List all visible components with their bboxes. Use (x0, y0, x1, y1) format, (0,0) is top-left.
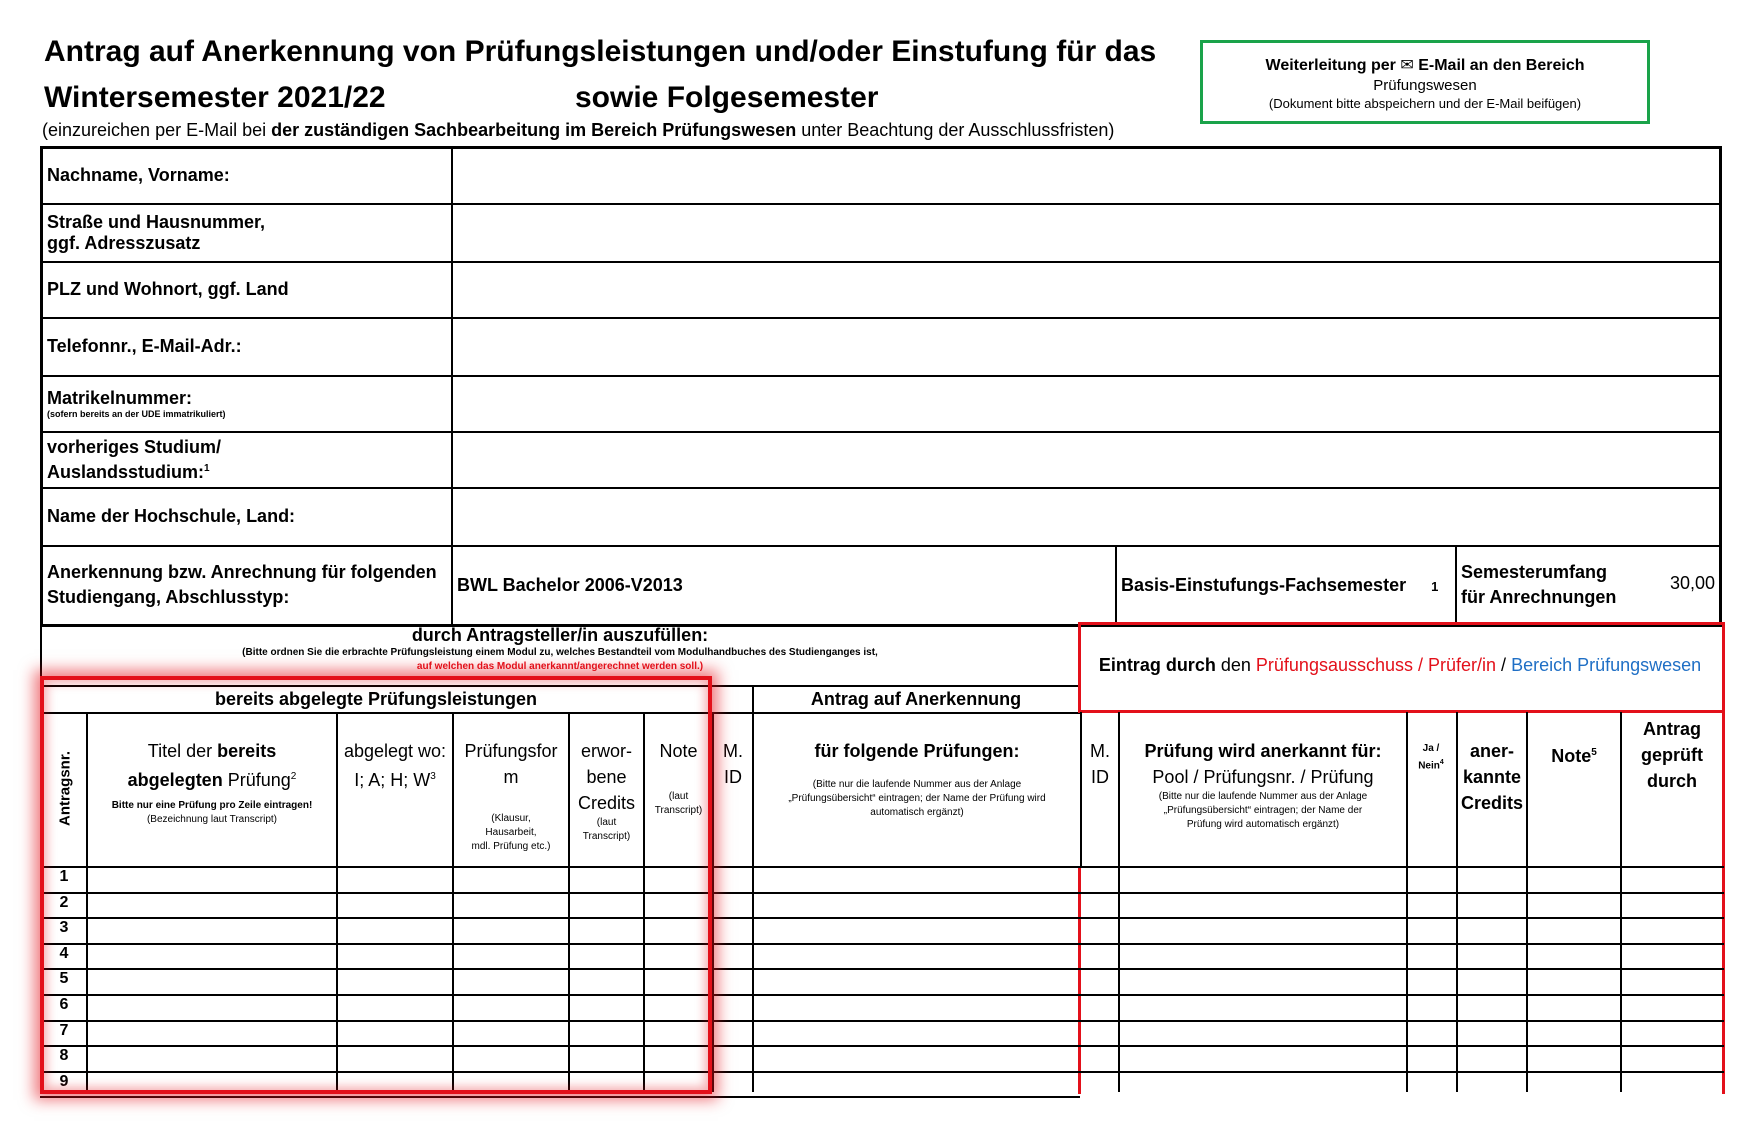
university-input[interactable] (452, 488, 1721, 546)
row-number: 7 (59, 1021, 69, 1039)
program-value[interactable]: BWL Bachelor 2006-V2013 (452, 546, 1116, 626)
contact-label: Telefonnr., E-Mail-Adr.: (42, 318, 453, 376)
table-row[interactable] (40, 943, 1724, 945)
mid-b-h1: M. (1090, 741, 1110, 761)
row-number: 3 (59, 919, 69, 937)
page-title-line-2b (575, 76, 878, 120)
table-row[interactable] (40, 1096, 1080, 1098)
yesno-sup: 4 (1439, 759, 1444, 766)
form-note-2: Hausarbeit, (485, 827, 537, 838)
form-h2: m (503, 767, 519, 787)
mid-h2: ID (724, 767, 742, 787)
form-note-1: (Klausur, (491, 813, 531, 824)
recognition-label-1: Anerkennung bzw. Anrechnung für folgenden (47, 562, 437, 583)
committee-top-border (1078, 622, 1724, 625)
table-row[interactable] (40, 994, 1724, 996)
title-line-1: Antrag auf Anerkennung von Prüfungsleistungen und/oder Einstufung für das (44, 35, 1157, 68)
checked-h1: Antrag (1643, 719, 1701, 739)
street-input[interactable] (452, 204, 1721, 262)
grade-h: Note (1551, 746, 1592, 766)
table-row[interactable] (40, 1020, 1724, 1022)
semester-scope-cell[interactable] (1456, 546, 1721, 626)
note-note-1: (laut (668, 791, 689, 802)
title-h1: Titel der (147, 741, 213, 761)
table-row[interactable] (40, 1045, 1724, 1047)
completed-exams-title: bereits abgelegte Prüfungsleistungen (214, 689, 538, 709)
committee-section-header (1082, 655, 1718, 676)
table-row[interactable] (40, 968, 1724, 970)
col-line-12 (1526, 712, 1528, 1092)
street-label (42, 204, 453, 262)
credits-h2: bene (586, 767, 627, 787)
row-number: 2 (59, 893, 69, 911)
following-note-1: (Bitte nur die laufende Nummer aus der Anlage (812, 779, 1022, 790)
acc-credits-h2: kannte (1462, 767, 1522, 787)
row-number: 8 (59, 1047, 69, 1065)
recognition-request-title: Antrag auf Anerkennung (810, 689, 1022, 709)
col-yesno (1406, 742, 1456, 773)
col-antragsnr (46, 740, 82, 850)
mid-b-h2: ID (1091, 767, 1109, 787)
city-label: PLZ und Wohnort, ggf. Land (42, 262, 453, 318)
table-row[interactable] (40, 1071, 1724, 1073)
row-number: 5 (59, 970, 69, 988)
prev-study-sup: 1 (204, 462, 210, 474)
name-input[interactable] (452, 148, 1721, 204)
university-label: Name der Hochschule, Land: (42, 488, 453, 546)
col-note (645, 738, 712, 818)
subtitle-post: unter Beachtung der Ausschlussfristen) (796, 120, 1115, 140)
grade-header-label (1528, 740, 1620, 769)
personal-info-table (40, 146, 1722, 627)
committee-the: den (1220, 655, 1251, 675)
base-semester-value: 1 (1431, 578, 1439, 594)
semester-scope-label-1: Semesterumfang (1461, 562, 1608, 583)
row-number: 6 (59, 996, 69, 1013)
committee-sep: / (1501, 655, 1507, 675)
yesno-h1: Ja / (1422, 743, 1440, 754)
col-taken (338, 738, 452, 793)
title-h2: abgelegten (127, 770, 223, 790)
recognized-h1: Prüfung wird anerkannt für: (1144, 741, 1382, 761)
email-forward-box[interactable] (1200, 40, 1650, 124)
name-label: Nachname, Vorname: (42, 148, 453, 204)
col-form (454, 738, 568, 854)
street-label-2: ggf. Adresszusatz (47, 232, 201, 253)
credits-h1: erwor- (580, 741, 632, 761)
col-checked (1622, 716, 1722, 794)
committee-right-border (1722, 622, 1725, 1094)
acc-credits-h1: aner- (1469, 741, 1514, 761)
mid-h1: M. (723, 741, 743, 761)
table-row[interactable] (40, 892, 1724, 894)
subtitle-bold: der zuständigen Sachbearbeitung im Bereich Prüfungswesen (271, 120, 797, 140)
committee-left-border-top (1078, 622, 1081, 712)
prev-study-2: Auslandsstudium: (47, 461, 205, 482)
semester-label: Wintersemester 2021/22 (44, 81, 386, 114)
taken-h1: abgelegt wo: (343, 741, 447, 761)
semester-scope-label-2: für Anrechnungen (1461, 587, 1617, 608)
matrikel-label-text: Matrikelnummer: (47, 388, 193, 408)
acc-credits-h3: Credits (1460, 793, 1523, 813)
header-bottom-line (40, 866, 1724, 868)
committee-left-border-bottom (1078, 866, 1081, 1094)
previous-study-label (42, 432, 453, 488)
row-number: 1 (59, 868, 69, 885)
following-h: für folgende Prüfungen: (814, 741, 1020, 761)
antragsnr-label: Antragsnr. (56, 751, 74, 827)
forward-line-3: (Dokument bitte abspeichern und der E-Mail beifügen) (1268, 96, 1582, 111)
recognition-label (42, 546, 453, 626)
credits-note-1: (laut (596, 817, 617, 828)
following-note-3: automatisch ergänzt) (870, 807, 964, 818)
line-under-section-titles (40, 712, 1082, 714)
taken-h2: I; A; H; W (354, 770, 431, 790)
col-mid-b (1082, 738, 1118, 790)
committee-pre: Eintrag durch (1098, 655, 1216, 675)
col-accepted-credits (1458, 738, 1526, 816)
recognized-h2: Pool / Prüfungsnr. / Prüfung (1152, 767, 1374, 787)
recognition-label-2: Studiengang, Abschlusstyp: (47, 587, 290, 608)
base-semester-cell[interactable] (1116, 546, 1456, 626)
city-input[interactable] (452, 262, 1721, 318)
page-title-line-2 (44, 76, 386, 120)
col-mid (714, 738, 752, 790)
prev-study-1: vorheriges Studium/ (47, 436, 222, 457)
credits-note-2: Transcript) (582, 831, 631, 842)
line-under-applicant (40, 685, 1080, 687)
title-h2b: Prüfung (227, 770, 291, 790)
col-following (754, 738, 1080, 820)
page-title (44, 30, 1156, 74)
committee-header-border (1078, 710, 1724, 713)
form-note-3: mdl. Prüfung etc.) (471, 841, 551, 852)
applicant-section-header (40, 624, 1080, 674)
committee-blue: Bereich Prüfungswesen (1511, 655, 1702, 675)
street-label-1: Straße und Hausnummer, (47, 211, 266, 232)
matrikel-note: (sofern bereits an der UDE immatrikuliert) (47, 409, 226, 419)
matrikel-label (42, 376, 453, 432)
row-number: 9 (59, 1072, 69, 1090)
forward-line-1-pre: Weiterleitung per (1265, 57, 1396, 74)
recognized-note-2: „Prüfungsübersicht“ eintragen; der Name der (1163, 805, 1363, 816)
applicant-note-2: auf welchen das Modul anerkannt/angerechnet werden soll.) (416, 661, 704, 672)
recognized-note-1: (Bitte nur die laufende Nummer aus der Anlage (1158, 791, 1368, 802)
taken-sup: 3 (430, 771, 436, 782)
credits-h3: Credits (577, 793, 635, 813)
table-row[interactable] (40, 917, 1724, 919)
previous-study-input[interactable] (452, 432, 1721, 488)
applicant-title: durch Antragsteller/in auszufüllen: (411, 625, 709, 645)
note-h: Note (659, 741, 698, 761)
checked-h3: durch (1646, 771, 1697, 791)
contact-input[interactable] (452, 318, 1721, 376)
envelope-icon: ✉ (1400, 57, 1414, 74)
semester-scope-value: 30,00 (1669, 572, 1715, 593)
grade-sup: 5 (1591, 747, 1597, 758)
title-note-1: Bitte nur eine Prüfung pro Zeile eintragen! (111, 800, 313, 811)
submission-instructions (42, 120, 1114, 141)
committee-red: Prüfungsausschuss / Prüfer/in (1255, 655, 1497, 675)
following-note-2: „Prüfungsübersicht“ eintragen; der Name der Prüfung wird (788, 793, 1046, 804)
col-recognized (1120, 738, 1406, 832)
forward-line-1-post: E-Mail an den Bereich (1418, 57, 1585, 74)
forward-line-2: Prüfungswesen (1373, 77, 1477, 94)
title-h1b: bereits (217, 741, 277, 761)
title-sup: 2 (290, 771, 297, 782)
subtitle-pre: (einzureichen per E-Mail bei (42, 120, 272, 140)
form-h1: Prüfungsfor (464, 741, 558, 761)
title-note-2: (Bezeichnung laut Transcript) (146, 814, 278, 825)
recognized-note-3: Prüfung wird automatisch ergänzt) (1186, 819, 1340, 830)
applicant-note-1: (Bitte ordnen Sie die erbrachte Prüfungsleistung einem Modul zu, welches Bestandteil vom Modulhandbuches des Studienganges ist, (242, 647, 878, 658)
yesno-h2: Nein (1418, 760, 1440, 772)
col-title (88, 738, 336, 827)
checked-h2: geprüft (1641, 745, 1703, 765)
base-semester-label: Basis-Einstufungs-Fachsemester (1121, 574, 1407, 595)
matrikel-input[interactable] (452, 376, 1721, 432)
col-credits (570, 738, 643, 844)
following-semester-label: sowie Folgesemester (575, 81, 879, 114)
note-note-2: Transcript) (654, 805, 703, 816)
row-number: 4 (59, 944, 69, 962)
